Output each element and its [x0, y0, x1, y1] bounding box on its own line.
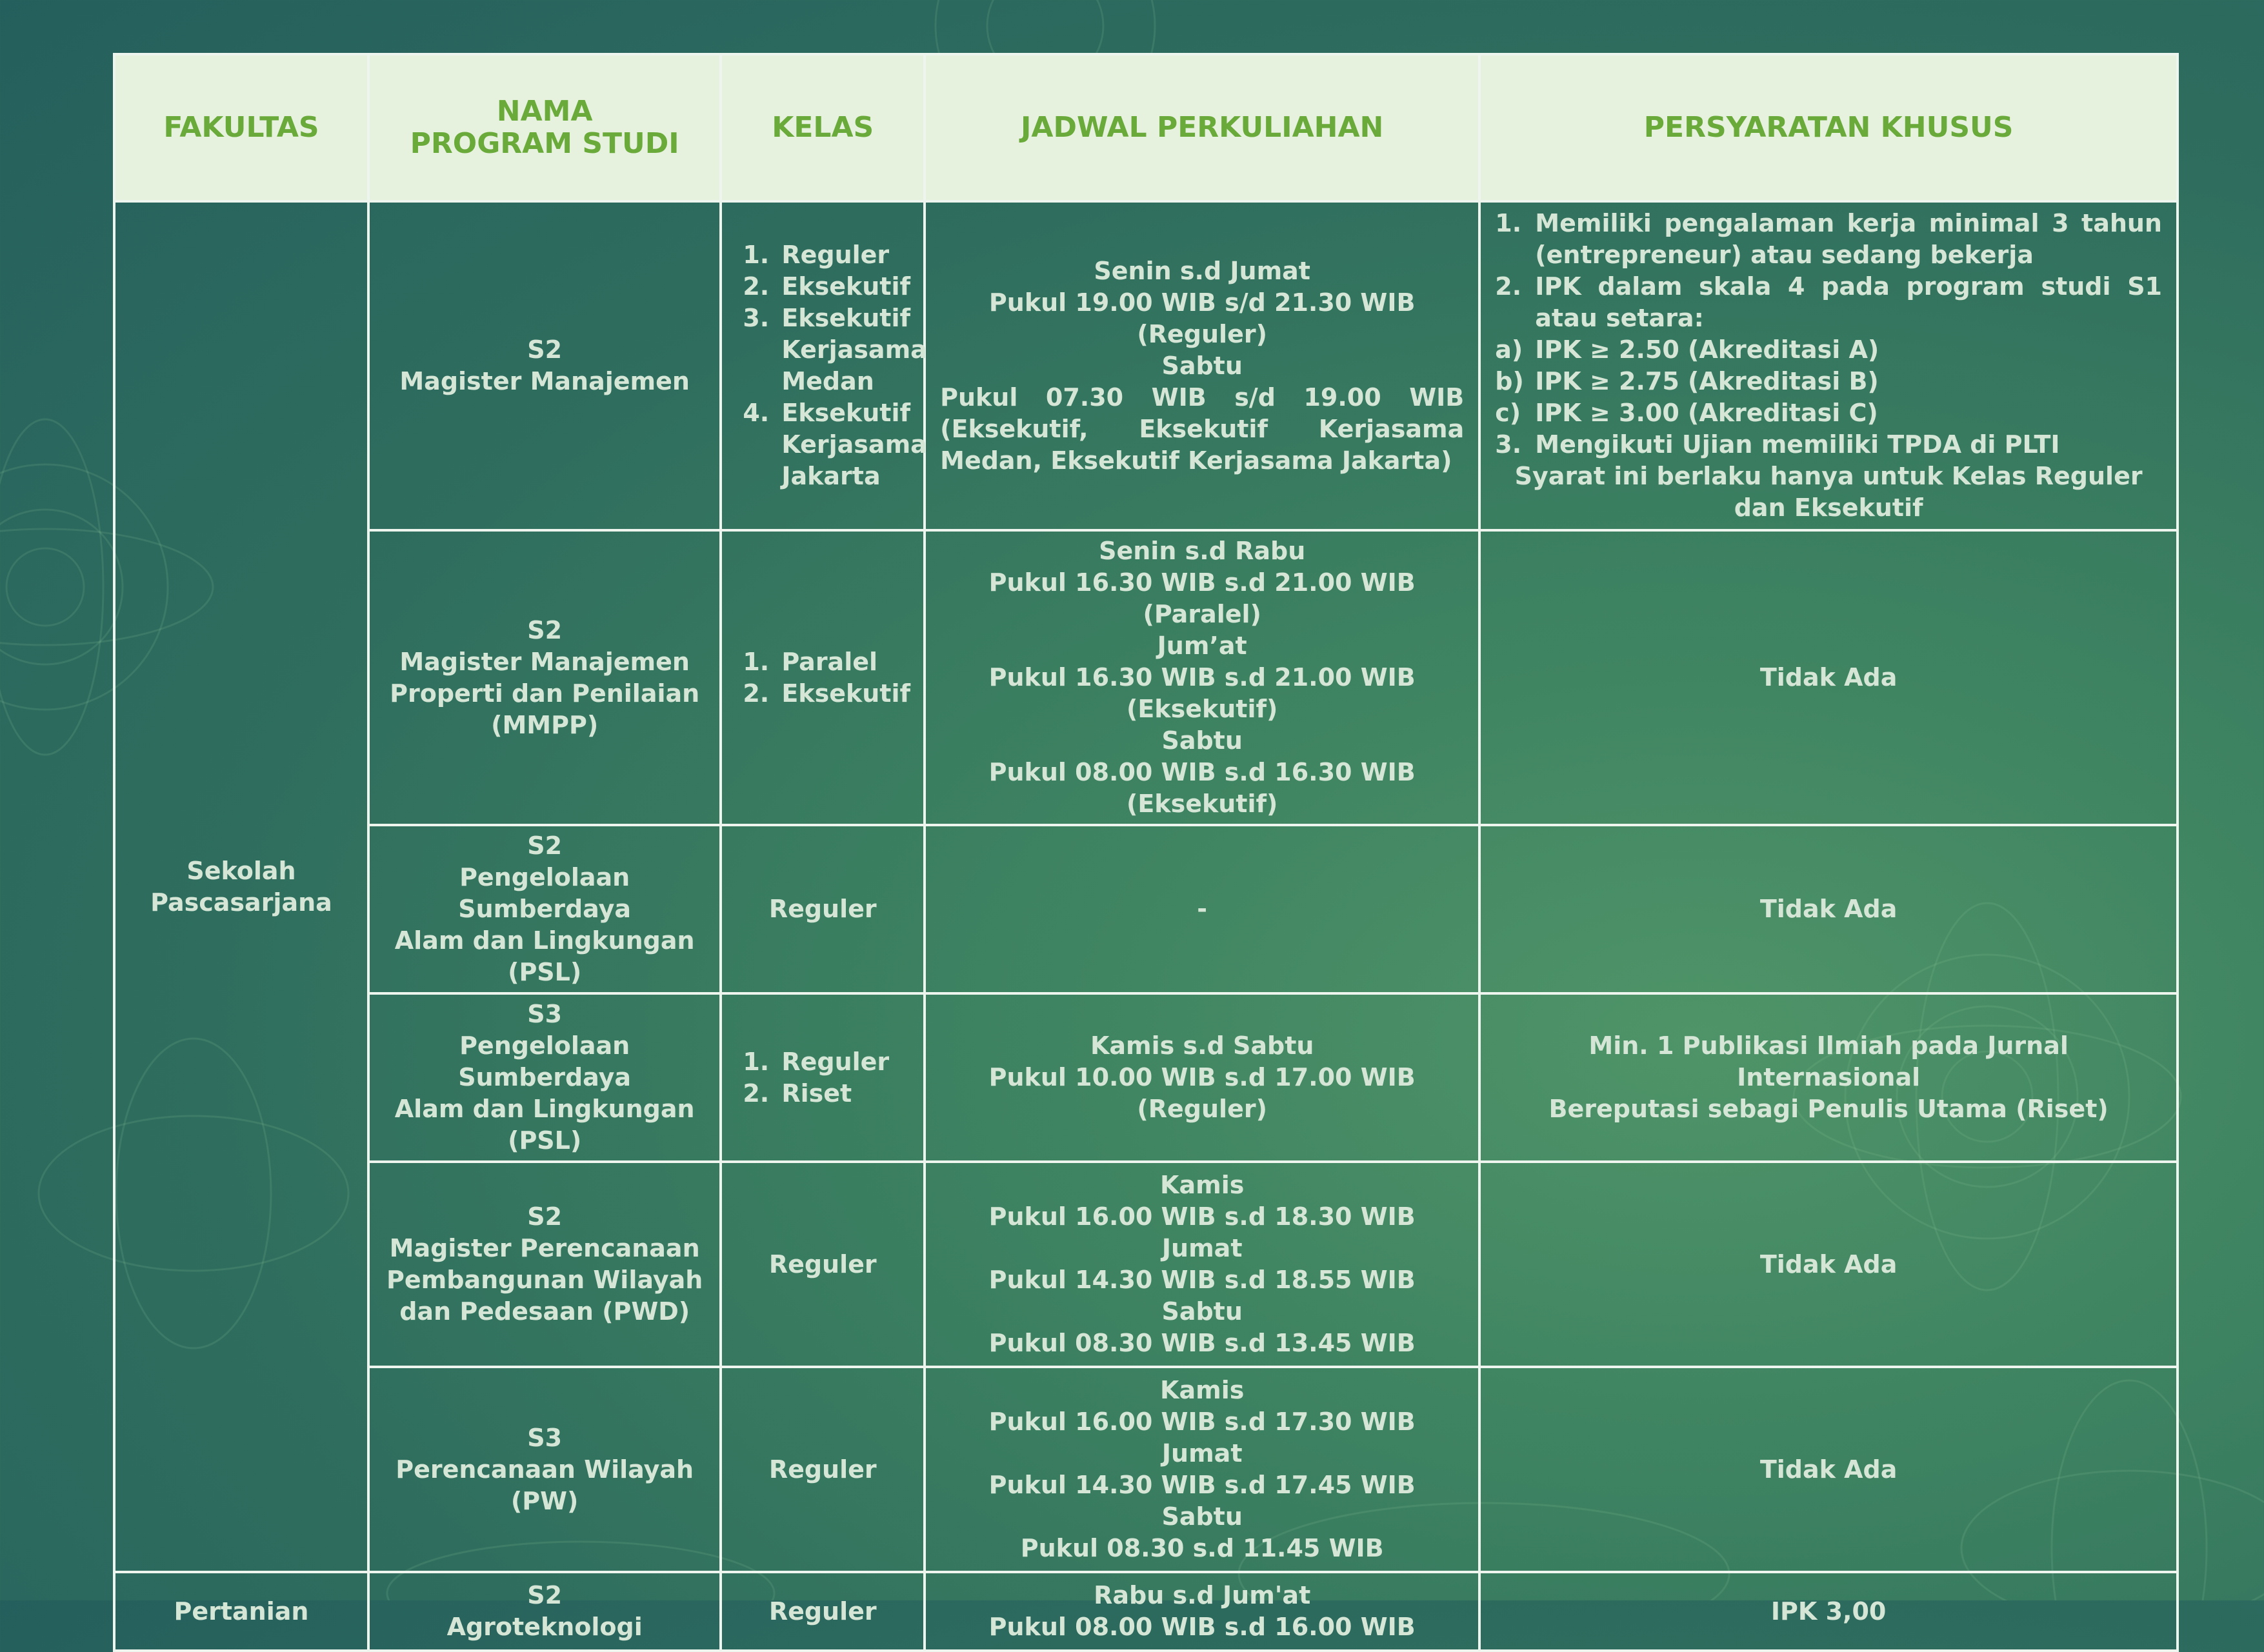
- program-cell: [368, 1572, 721, 1651]
- table-row: [114, 993, 2178, 1162]
- schedule-time: Pukul 08.30 WIB s.d 13.45 WIB: [988, 1329, 1416, 1357]
- program-name: (PSL): [508, 958, 582, 986]
- requirement-note: Syarat ini berlaku hanya untuk Kelas Reguler dan Eksekutif: [1514, 462, 2143, 522]
- program-cell: [368, 1162, 721, 1367]
- schedule-day: Kamis: [1160, 1171, 1245, 1199]
- header-jadwal: JADWAL PERKULIAHAN: [925, 54, 1479, 201]
- table-row: [114, 201, 2178, 530]
- schedule-day: Jumat: [1161, 1439, 1243, 1468]
- program-name: Agroteknologi: [446, 1613, 643, 1641]
- schedule-time: Pukul 14.30 WIB s.d 17.45 WIB: [988, 1471, 1416, 1499]
- schedule-time: Pukul 14.30 WIB s.d 18.55 WIB: [988, 1266, 1416, 1294]
- faculty-name-line1: Sekolah: [186, 856, 296, 885]
- schedule-time: Pukul 19.00 WIB s/d 21.30 WIB (Reguler): [988, 288, 1416, 348]
- class-item: Riset: [781, 1079, 852, 1108]
- program-name: Alam dan Lingkungan: [394, 926, 695, 955]
- program-level: S2: [527, 335, 563, 364]
- class-item: Reguler: [781, 1047, 890, 1076]
- schedule-day: Jumat: [1161, 1234, 1243, 1262]
- program-name: Magister Manajemen: [399, 367, 690, 395]
- schedule-time: Pukul 10.00 WIB s.d 17.00 WIB (Reguler): [988, 1063, 1416, 1123]
- program-name: (PSL): [508, 1126, 582, 1155]
- schedule-cell: -: [925, 825, 1479, 993]
- table-row: [114, 530, 2178, 825]
- requirement-cell: [1479, 993, 2178, 1162]
- table-row: [114, 1572, 2178, 1651]
- header-persyaratan: PERSYARATAN KHUSUS: [1479, 54, 2178, 201]
- class-cell: Reguler: [721, 825, 925, 993]
- schedule-day: Senin s.d Rabu: [1099, 537, 1306, 565]
- class-cell: [721, 993, 925, 1162]
- table-header-row: [114, 54, 2178, 201]
- program-level: S2: [527, 1202, 563, 1231]
- class-cell: Reguler: [721, 1367, 925, 1572]
- program-cell: [368, 825, 721, 993]
- program-level: S2: [527, 831, 563, 860]
- schedule-day: Kamis: [1160, 1376, 1245, 1404]
- requirement-list: [1495, 208, 2162, 524]
- program-name: Pembangunan Wilayah: [386, 1266, 703, 1294]
- schedule-day: Kamis s.d Sabtu: [1090, 1031, 1314, 1060]
- schedule-time: Pukul 08.30 s.d 11.45 WIB: [1020, 1534, 1384, 1562]
- program-name: Perencanaan Wilayah: [396, 1455, 694, 1484]
- program-table-container: [113, 53, 2179, 1652]
- schedule-day: Sabtu: [1161, 1502, 1243, 1531]
- requirement-subitem: b) IPK ≥ 2.75 (Akreditasi B): [1495, 367, 1879, 395]
- program-cell: [368, 1367, 721, 1572]
- schedule-cell: [925, 530, 1479, 825]
- class-cell: Reguler: [721, 1572, 925, 1651]
- schedule-day: Sabtu: [1161, 1297, 1243, 1326]
- program-level: S3: [527, 1423, 563, 1452]
- schedule-time: Pukul 16.00 WIB s.d 17.30 WIB: [988, 1408, 1416, 1436]
- class-item: Eksekutif: [781, 679, 911, 708]
- class-item: Paralel: [781, 647, 878, 676]
- requirement-cell: Tidak Ada: [1479, 1162, 2178, 1367]
- program-name: Pengelolaan Sumberdaya: [458, 1031, 632, 1091]
- requirement-item: 2. IPK dalam skala 4 pada program studi S1 atau setara:: [1495, 272, 2162, 332]
- program-cell: [368, 530, 721, 825]
- requirement-text: Min. 1 Publikasi Ilmiah pada Jurnal Internasional: [1588, 1031, 2069, 1091]
- header-program-studi-line2: PROGRAM STUDI: [410, 127, 679, 160]
- requirement-item: 1. Memiliki pengalaman kerja minimal 3 tahun (entrepreneur) atau sedang bekerja: [1495, 209, 2162, 269]
- faculty-cell-pertanian: Pertanian: [114, 1572, 368, 1651]
- program-name: Magister Manajemen: [399, 647, 690, 676]
- schedule-cell: [925, 201, 1479, 530]
- schedule-day: Senin s.d Jumat: [1094, 256, 1310, 285]
- program-cell: [368, 201, 721, 530]
- program-level: S2: [527, 615, 563, 644]
- schedule-day: Sabtu: [1161, 726, 1243, 755]
- program-name: Properti dan Penilaian: [390, 679, 700, 708]
- schedule-time: Pukul 08.00 WIB s.d 16.30 WIB (Eksekutif): [988, 758, 1416, 818]
- schedule-day: Jum’at: [1157, 632, 1247, 660]
- header-fakultas: FAKULTAS: [114, 54, 368, 201]
- class-cell: [721, 530, 925, 825]
- class-item: Eksekutif: [781, 272, 911, 301]
- program-name: Magister Perencanaan: [389, 1234, 700, 1262]
- program-name: (MMPP): [491, 710, 599, 739]
- header-program-studi-line1: NAMA: [496, 95, 593, 128]
- class-list: [731, 646, 914, 710]
- schedule-day: Rabu s.d Jum'at: [1094, 1581, 1311, 1609]
- program-name: Pengelolaan Sumberdaya: [458, 863, 632, 923]
- program-level: S3: [527, 1000, 563, 1028]
- requirement-text: Bereputasi sebagi Penulis Utama (Riset): [1548, 1095, 2109, 1123]
- class-item: Reguler: [781, 241, 890, 269]
- program-table: [113, 53, 2179, 1652]
- requirement-cell: [1479, 201, 2178, 530]
- header-program-studi: [368, 54, 721, 201]
- schedule-time: Pukul 07.30 WIB s/d 19.00 WIB (Eksekutif, Eksekutif Kerjasama Medan, Eksekutif Kerjasama Jakarta): [940, 383, 1465, 475]
- requirement-subitem: c) IPK ≥ 3.00 (Akreditasi C): [1495, 399, 1878, 427]
- class-list: [731, 239, 927, 492]
- schedule-time: Pukul 16.30 WIB s.d 21.00 WIB (Eksekutif): [988, 663, 1416, 723]
- schedule-cell: [925, 993, 1479, 1162]
- requirement-subitem: a) IPK ≥ 2.50 (Akreditasi A): [1495, 335, 1879, 364]
- schedule-time: Pukul 08.00 WIB s.d 16.00 WIB: [988, 1613, 1416, 1641]
- table-row: [114, 1367, 2178, 1572]
- faculty-cell-pascasarjana: [114, 201, 368, 1572]
- requirement-cell: IPK 3,00: [1479, 1572, 2178, 1651]
- schedule-cell: [925, 1572, 1479, 1651]
- class-cell: Reguler: [721, 1162, 925, 1367]
- program-name: dan Pedesaan (PWD): [399, 1297, 690, 1326]
- table-row: [114, 1162, 2178, 1367]
- program-name: (PW): [510, 1486, 579, 1515]
- program-cell: [368, 993, 721, 1162]
- schedule-day: Sabtu: [1161, 351, 1243, 380]
- program-name: Alam dan Lingkungan: [394, 1095, 695, 1123]
- table-row: [114, 825, 2178, 993]
- faculty-name-line2: Pascasarjana: [150, 888, 332, 917]
- requirement-cell: Tidak Ada: [1479, 530, 2178, 825]
- class-cell: [721, 201, 925, 530]
- requirement-cell: Tidak Ada: [1479, 825, 2178, 993]
- schedule-cell: [925, 1367, 1479, 1572]
- requirement-cell: Tidak Ada: [1479, 1367, 2178, 1572]
- schedule-time: Pukul 16.00 WIB s.d 18.30 WIB: [988, 1202, 1416, 1231]
- schedule-cell: [925, 1162, 1479, 1367]
- class-list: [731, 1046, 914, 1110]
- requirement-item: 3. Mengikuti Ujian memiliki TPDA di PLTI: [1495, 430, 2060, 459]
- program-level: S2: [527, 1581, 563, 1609]
- header-kelas: KELAS: [721, 54, 925, 201]
- schedule-time: Pukul 16.30 WIB s.d 21.00 WIB (Paralel): [988, 568, 1416, 628]
- class-item: Eksekutif Kerjasama Medan: [781, 304, 927, 395]
- class-item: Eksekutif Kerjasama Jakarta: [781, 399, 927, 490]
